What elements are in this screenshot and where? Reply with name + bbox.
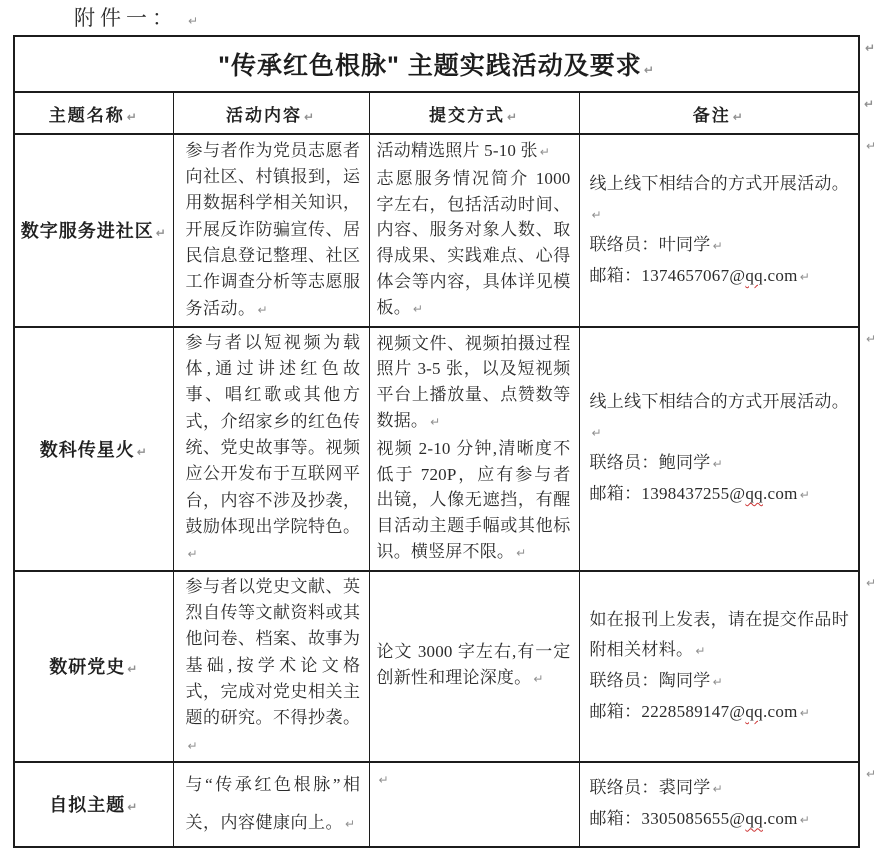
paragraph-mark: ↵ <box>303 109 317 124</box>
content-cell <box>173 327 369 571</box>
paragraph-mark: ↵ <box>506 109 520 124</box>
paragraph-mark: ↵ <box>126 109 139 124</box>
theme-cell: 自拟主题 ↵ <box>14 762 173 847</box>
paragraph-mark: ↵ <box>799 705 811 720</box>
table-row <box>14 762 859 847</box>
row-end-mark: ↵ <box>865 575 877 590</box>
paragraph-mark: ↵ <box>127 800 139 815</box>
paragraph-mark: ↵ <box>712 457 723 472</box>
paragraph-mark: ↵ <box>799 488 811 503</box>
remarks-cell <box>579 762 877 847</box>
column-header-1: 主题名称 ↵ <box>14 92 173 134</box>
paragraph-mark: ↵ <box>591 207 602 222</box>
submission-cell <box>369 327 579 571</box>
table-row <box>14 134 859 327</box>
remarks-cell <box>579 571 877 762</box>
paragraph-mark: ↵ <box>799 269 811 284</box>
remark-line: 线上线下相结合的方式开展活动。↵ <box>589 392 849 441</box>
row-end-mark: ↵ <box>863 97 877 111</box>
table-title-cell <box>14 36 877 92</box>
content-paragraph: 参与者作为党员志愿者向社区、村镇报到，运用数据科学相关知识，开展反诈防骗宣传、居民信息登记整理、社区工作调查分析等志愿服务活动。 ↵ <box>185 140 361 318</box>
content-cell <box>173 571 369 762</box>
paragraph-mark: ↵ <box>732 109 745 124</box>
row-end-mark: ↵ <box>865 331 877 346</box>
spellcheck-underline: qq <box>745 701 763 721</box>
remark-line: 线上线下相结合的方式开展活动。↵ <box>589 173 849 222</box>
remark-line: 邮箱：3305085655@qq.com ↵ <box>589 809 811 829</box>
paragraph-mark: ↵ <box>378 772 389 787</box>
remark-line: 联络员：叶同学 ↵ <box>589 234 723 254</box>
theme-cell: 数科传星火 ↵ <box>14 327 173 571</box>
paragraph-mark: ↵ <box>412 301 424 316</box>
spellcheck-underline: qq <box>745 809 763 829</box>
paragraph-mark: ↵ <box>799 813 811 828</box>
submission-paragraph: 视频 2-10 分钟,清晰度不低于 720P，应有参与者出镜，人像无遮挡，有醒目活动主题手幅或其他标识。横竖屏不限。 ↵ <box>376 438 571 561</box>
paragraph-mark: ↵ <box>430 414 441 429</box>
content-paragraph: 与“传承红色根脉”相关，内容健康向上。 ↵ <box>185 774 361 832</box>
submission-cell <box>369 571 579 762</box>
paragraph-mark: ↵ <box>712 238 723 253</box>
submission-cell <box>369 762 579 847</box>
remark-line: 联络员：鲍同学 ↵ <box>589 453 723 473</box>
paragraph-mark: ↵ <box>643 63 655 77</box>
paragraph-mark: ↵ <box>187 738 199 753</box>
remarks-cell <box>579 327 877 571</box>
submission-paragraph: 志愿服务情况简介 1000 字左右，包括活动时间、内容、服务对象人数、取得成果、实践难点、心得体会等内容，具体详见模板。 ↵ <box>376 168 571 317</box>
paragraph-mark: ↵ <box>155 226 167 241</box>
header-row <box>14 92 859 134</box>
paragraph-mark: ↵ <box>127 662 139 677</box>
remark-line: 联络员：裘同学 ↵ <box>589 778 723 798</box>
activity-table <box>13 35 877 848</box>
spellcheck-underline: qq <box>745 265 763 285</box>
remark-line: 邮箱：1374657067@qq.com ↵ <box>589 265 811 285</box>
table-row <box>14 327 859 571</box>
content-paragraph: 参与者以短视频为载体,通过讲述红色故事、唱红歌或其他方式，介绍家乡的红色传统、党史故事等。视频应公开发布于互联网平台，内容不涉及抄袭，鼓励体现出学院特色。↵ <box>185 332 361 562</box>
theme-cell: 数研党史 ↵ <box>14 571 173 762</box>
paragraph-mark: ↵ <box>136 444 148 459</box>
table-body <box>14 134 877 847</box>
column-header-3: 提交方式 ↵ <box>369 92 579 134</box>
remark-line: 邮箱：2228589147@qq.com ↵ <box>589 701 811 721</box>
content-paragraph: 参与者以党史文献、英烈自传等文献资料或其他问卷、档案、故事为基础,按学术论文格式，完成对党史相关主题的研究。不得抄袭。↵ <box>185 576 361 753</box>
paragraph-mark: ↵ <box>712 782 723 797</box>
paragraph-mark: ↵ <box>187 547 199 562</box>
paragraph-mark: ↵ <box>188 14 204 28</box>
attachment-label <box>74 2 203 32</box>
theme-cell: 数字服务进社区 ↵ <box>14 134 173 327</box>
submission-paragraph: 活动精选照片 5-10 张 ↵ <box>376 141 551 160</box>
row-end-mark: ↵ <box>864 41 877 55</box>
table-row <box>14 571 859 762</box>
submission-paragraph <box>377 766 571 794</box>
column-header-2: 活动内容 ↵ <box>173 92 369 134</box>
paragraph-mark: ↵ <box>516 545 527 560</box>
remarks-cell <box>579 134 877 327</box>
paragraph-mark: ↵ <box>712 674 723 689</box>
paragraph-mark: ↵ <box>257 302 269 317</box>
attachment-label-text: 附件一： <box>74 6 178 30</box>
row-end-mark: ↵ <box>865 139 877 153</box>
title-row <box>14 36 859 92</box>
remark-line: 邮箱：1398437255@qq.com ↵ <box>589 484 811 504</box>
submission-paragraph: 论文 3000 字左右,有一定创新性和理论深度。 ↵ <box>376 642 571 688</box>
paragraph-mark: ↵ <box>345 816 356 831</box>
remark-line: 如在报刊上发表，请在提交作品时附相关材料。 ↵ <box>589 609 849 659</box>
table-title: "传承红色根脉" 主题实践活动及要求 <box>218 52 642 80</box>
submission-paragraph: 视频文件、视频拍摄过程照片 3-5 张，以及短视频平台上播放量、点赞数等数据。 ↵ <box>376 333 571 430</box>
content-cell <box>173 762 369 847</box>
column-header-4: 备注 ↵ ↵ <box>579 92 859 134</box>
spellcheck-underline: qq <box>745 484 763 504</box>
paragraph-mark: ↵ <box>591 426 602 441</box>
paragraph-mark: ↵ <box>533 672 544 687</box>
content-cell <box>173 134 369 327</box>
paragraph-mark: ↵ <box>539 145 551 159</box>
table-head <box>14 36 877 134</box>
remark-line: 联络员：陶同学 ↵ <box>589 670 723 690</box>
paragraph-mark: ↵ <box>695 643 706 658</box>
submission-cell <box>369 134 579 327</box>
row-end-mark: ↵ <box>865 766 877 781</box>
